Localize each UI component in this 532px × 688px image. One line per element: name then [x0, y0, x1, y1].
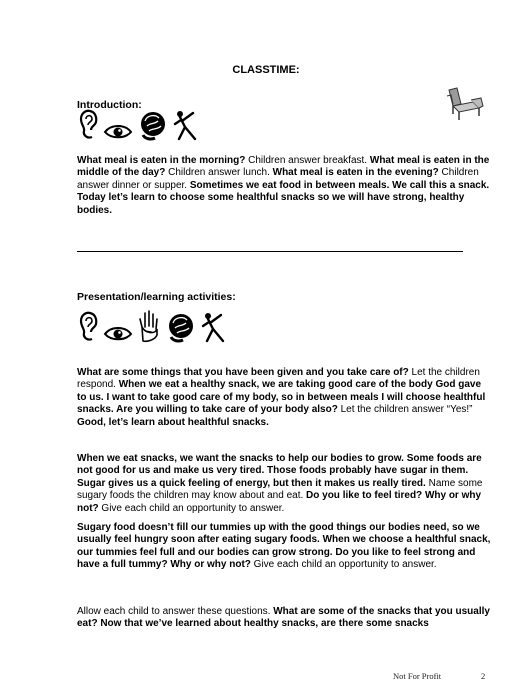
bold-text-run: Sugary food doesn’t fill our tummies up with the good things our bodies need, so we usually feel hungry soon after eating sugary foods. When we choose a healthful snack, our tummies feel full and our bodies can grow strong. Do you like to feel strong and have a full tummy? Why or why not? [77, 522, 491, 571]
ear-icon [77, 109, 99, 141]
text-run: Let the children respond. [77, 367, 480, 391]
presentation-heading: Presentation/learning activities: [77, 291, 236, 303]
bold-text-run: What are some things that you have been given and you take care of? [77, 367, 409, 378]
footer-label: Not For Profit [393, 671, 442, 681]
bold-text-run: What are some of the snacks that you usually eat? Now that we’ve learned about healthy snacks, are there some snacks [77, 606, 490, 630]
bold-text-run: What meal is eaten in the evening? [272, 167, 439, 179]
text-run: Allow each child to answer these questions. [77, 606, 274, 617]
bold-text-run: When we eat a healthy snack, we are taking good care of the body God gave to us. I want to take good care of my body, so in between meals I will choose healthful snacks. Are you willing to take care of your body also? [77, 379, 486, 416]
bold-text-run: Good, let’s learn about healthful snacks. [77, 416, 269, 428]
eye-icon [103, 323, 133, 343]
head-icon [165, 311, 197, 343]
bold-text-run: What meal is eaten in the morning? [77, 155, 246, 166]
stretching-figure-icon [173, 109, 199, 141]
text-run: Name some sugary foods the children may know about and eat. [77, 477, 483, 502]
bold-text-run: What meal is eaten in the middle of the day? [77, 155, 490, 179]
hand-icon [137, 309, 161, 343]
bold-text-run: When we eat snacks, we want the snacks to help our bodies to grow. Some foods are not good for us and make us very tired. Those foods probably have sugar in them. Sugar gives us a quick feeling of energy, but then it makes us really tired. [77, 453, 482, 489]
text-run: Children answer dinner or supper. [77, 167, 479, 191]
chair-icon [443, 86, 485, 122]
text-run: Let the children answer “Yes!” [337, 404, 473, 416]
eye-icon [103, 121, 133, 141]
page-title: CLASSTIME: [232, 64, 300, 76]
stretching-figure-icon [201, 311, 227, 343]
page-number: 2 [481, 671, 486, 681]
presentation-paragraph-3 [77, 522, 491, 572]
introduction-paragraph [77, 155, 491, 217]
bold-text-run: Sometimes we eat food in between meals. We call this a snack. Today let’s learn to choose some healthful snacks so we will have strong, healthy bodies. [77, 179, 490, 216]
presentation-paragraph-4 [77, 606, 491, 631]
introduction-heading: Introduction: [77, 99, 142, 111]
text-run: Children answer breakfast. [245, 155, 370, 166]
text-run: Give each child an opportunity to answer. [98, 502, 285, 514]
head-icon [137, 109, 169, 141]
ear-icon [77, 311, 99, 343]
bold-text-run: Do you like to feel tired? Why or why not? [77, 490, 482, 514]
intro-learning-icons [77, 109, 199, 141]
text-run: Give each child an opportunity to answer. [250, 559, 437, 571]
section-divider [77, 251, 463, 252]
text-run: Children answer lunch. [165, 167, 273, 179]
presentation-paragraph-1 [77, 367, 491, 429]
presentation-paragraph-2 [77, 453, 491, 515]
presentation-learning-icons [77, 309, 227, 343]
